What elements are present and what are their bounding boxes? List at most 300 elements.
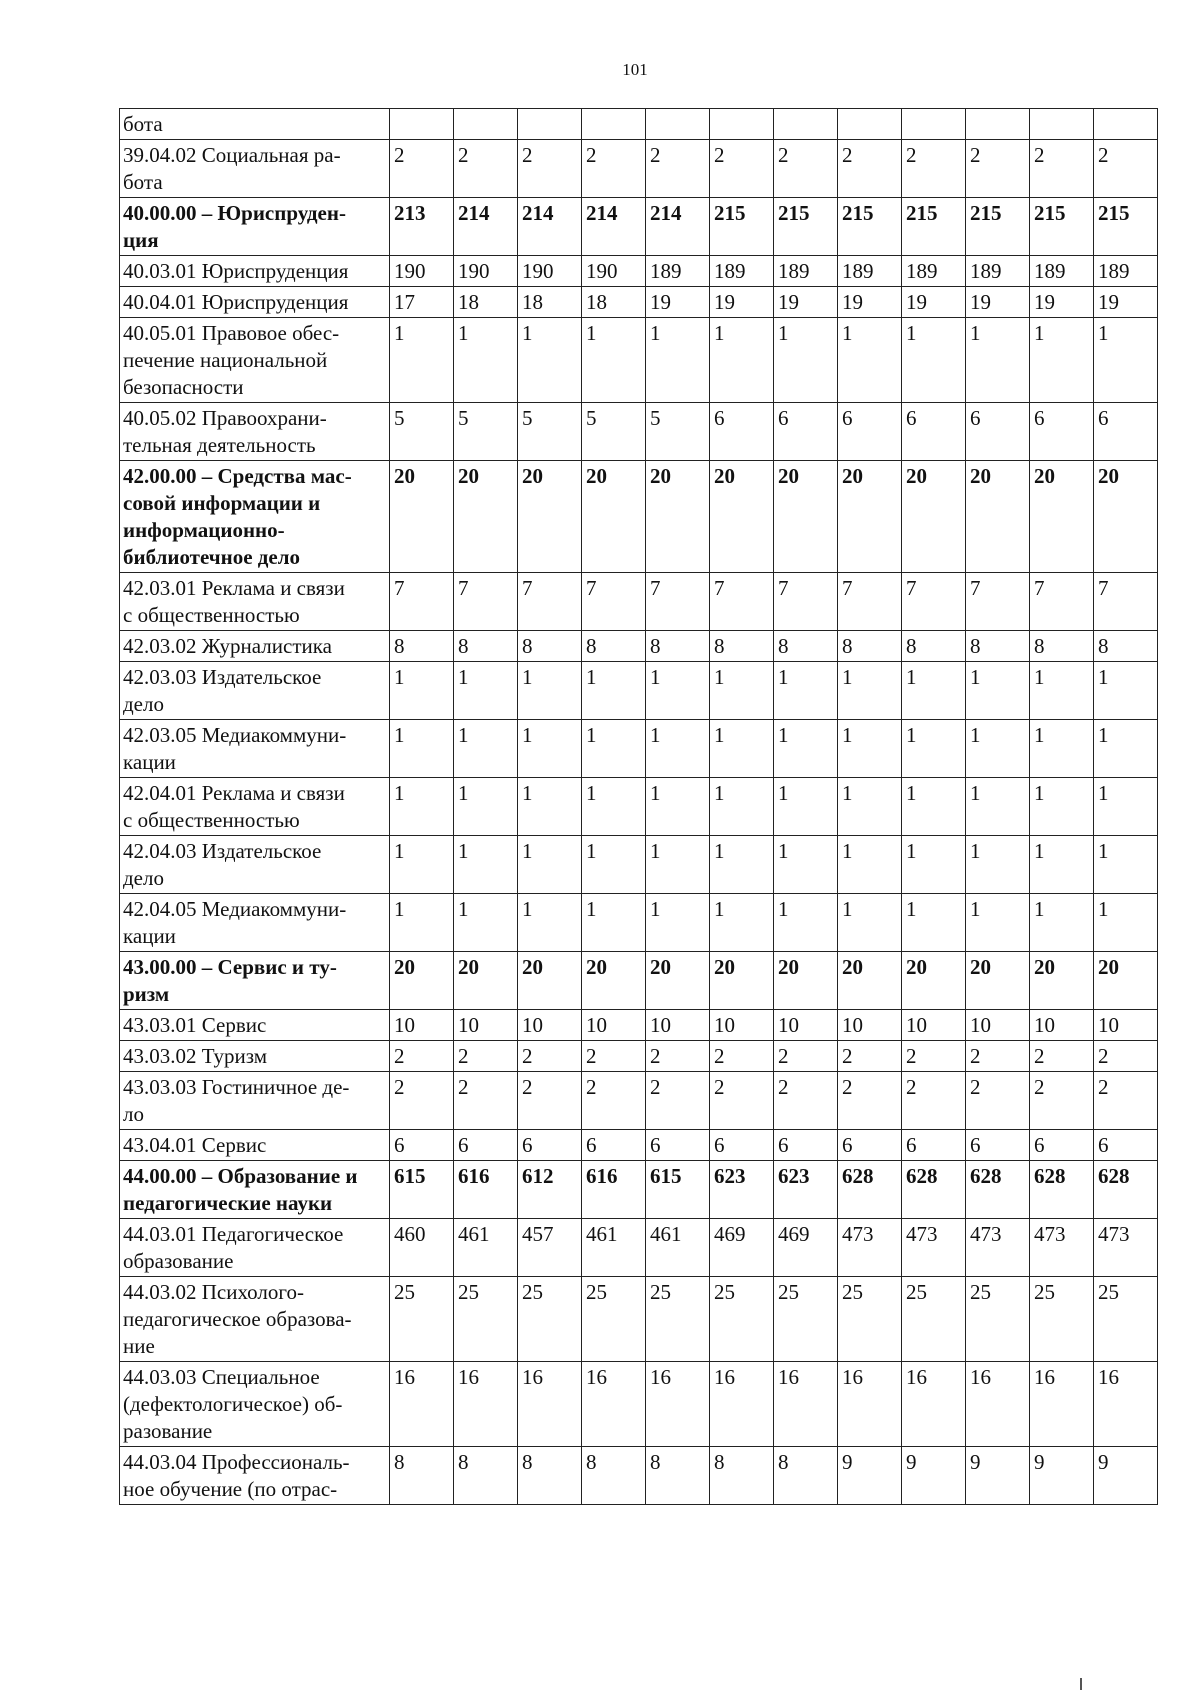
row-value: 25	[902, 1277, 966, 1362]
row-value: 10	[1094, 1010, 1158, 1041]
row-value: 2	[1094, 1041, 1158, 1072]
table-row-group	[120, 461, 1158, 573]
row-value: 6	[1094, 1130, 1158, 1161]
row-value: 1	[1094, 778, 1158, 836]
row-value: 473	[1030, 1219, 1094, 1277]
row-value: 16	[838, 1362, 902, 1447]
table-row	[120, 894, 1158, 952]
row-value: 25	[390, 1277, 454, 1362]
row-label: бота	[120, 109, 390, 140]
row-value: 7	[1030, 573, 1094, 631]
row-value: 6	[838, 1130, 902, 1161]
row-value: 2	[902, 1072, 966, 1130]
row-value: 19	[902, 287, 966, 318]
table-body	[120, 109, 1158, 1505]
row-value: 9	[1030, 1447, 1094, 1505]
row-value: 628	[1030, 1161, 1094, 1219]
table-row	[120, 256, 1158, 287]
row-value: 19	[966, 287, 1030, 318]
row-value	[710, 109, 774, 140]
row-value: 215	[1094, 198, 1158, 256]
row-value: 461	[582, 1219, 646, 1277]
row-value: 2	[646, 140, 710, 198]
table-row	[120, 778, 1158, 836]
row-value: 2	[1094, 1072, 1158, 1130]
row-value: 6	[390, 1130, 454, 1161]
row-value: 1	[454, 662, 518, 720]
row-value: 20	[902, 461, 966, 573]
row-value: 2	[710, 1041, 774, 1072]
row-value: 461	[454, 1219, 518, 1277]
row-value: 2	[1030, 140, 1094, 198]
row-label: 43.03.01 Сервис	[120, 1010, 390, 1041]
row-value: 1	[390, 662, 454, 720]
row-value: 10	[646, 1010, 710, 1041]
table-row	[120, 1130, 1158, 1161]
row-value: 10	[518, 1010, 582, 1041]
row-value: 8	[518, 1447, 582, 1505]
row-value: 8	[454, 631, 518, 662]
row-value: 460	[390, 1219, 454, 1277]
row-value	[1030, 109, 1094, 140]
row-value: 2	[774, 1072, 838, 1130]
row-value: 7	[902, 573, 966, 631]
row-value: 1	[774, 662, 838, 720]
row-value	[838, 109, 902, 140]
row-value: 1	[1094, 894, 1158, 952]
table-row	[120, 1447, 1158, 1505]
row-value: 1	[582, 778, 646, 836]
row-value: 189	[838, 256, 902, 287]
row-value: 20	[390, 461, 454, 573]
row-label: 42.04.03 Издательское дело	[120, 836, 390, 894]
row-value: 1	[902, 662, 966, 720]
row-value: 628	[1094, 1161, 1158, 1219]
row-value: 214	[646, 198, 710, 256]
row-value: 1	[582, 318, 646, 403]
row-value	[390, 109, 454, 140]
scan-mark	[1080, 1678, 1082, 1690]
row-value	[646, 109, 710, 140]
statistics-table	[119, 108, 1158, 1505]
row-value: 9	[838, 1447, 902, 1505]
row-value: 20	[518, 952, 582, 1010]
row-value: 1	[1094, 720, 1158, 778]
row-value: 2	[902, 140, 966, 198]
row-value: 7	[390, 573, 454, 631]
table-row-group	[120, 1161, 1158, 1219]
table-row	[120, 1362, 1158, 1447]
row-value: 1	[966, 662, 1030, 720]
row-label: 43.04.01 Сервис	[120, 1130, 390, 1161]
table-row	[120, 109, 1158, 140]
row-value: 20	[1030, 952, 1094, 1010]
row-value: 1	[1094, 662, 1158, 720]
row-value: 1	[582, 720, 646, 778]
row-value: 8	[774, 1447, 838, 1505]
row-value: 7	[518, 573, 582, 631]
row-value: 5	[646, 403, 710, 461]
row-value: 16	[1030, 1362, 1094, 1447]
row-label: 42.03.05 Медиакоммуни- кации	[120, 720, 390, 778]
row-value: 8	[646, 631, 710, 662]
row-value	[902, 109, 966, 140]
row-value: 1	[518, 894, 582, 952]
row-value: 1	[1030, 720, 1094, 778]
row-value: 1	[390, 720, 454, 778]
row-label: 42.00.00 – Средства мас- совой информации и информационно- библиотечное дело	[120, 461, 390, 573]
row-value: 8	[390, 631, 454, 662]
row-value: 7	[454, 573, 518, 631]
row-value: 2	[710, 140, 774, 198]
row-value: 2	[454, 1041, 518, 1072]
row-value	[518, 109, 582, 140]
row-value: 20	[710, 461, 774, 573]
row-value: 457	[518, 1219, 582, 1277]
row-value: 10	[454, 1010, 518, 1041]
row-value: 2	[582, 140, 646, 198]
row-value: 2	[774, 1041, 838, 1072]
row-value: 16	[454, 1362, 518, 1447]
row-value: 19	[710, 287, 774, 318]
row-label: 44.03.04 Профессиональ- ное обучение (по отрас-	[120, 1447, 390, 1505]
row-value	[774, 109, 838, 140]
row-value: 623	[710, 1161, 774, 1219]
row-value: 1	[646, 836, 710, 894]
row-value: 2	[582, 1041, 646, 1072]
row-value: 473	[838, 1219, 902, 1277]
row-value: 20	[966, 952, 1030, 1010]
row-value: 1	[518, 318, 582, 403]
row-value: 9	[1094, 1447, 1158, 1505]
row-value: 215	[838, 198, 902, 256]
row-value: 2	[902, 1041, 966, 1072]
page-number: 101	[622, 60, 648, 79]
row-value: 1	[966, 894, 1030, 952]
row-value: 7	[774, 573, 838, 631]
row-value: 616	[582, 1161, 646, 1219]
row-value: 2	[1030, 1041, 1094, 1072]
row-value: 6	[646, 1130, 710, 1161]
row-value: 1	[454, 836, 518, 894]
row-value: 2	[1094, 140, 1158, 198]
row-value: 190	[518, 256, 582, 287]
row-value: 189	[1094, 256, 1158, 287]
row-label: 42.04.05 Медиакоммуни- кации	[120, 894, 390, 952]
row-value: 2	[966, 1041, 1030, 1072]
row-value: 612	[518, 1161, 582, 1219]
row-value: 16	[774, 1362, 838, 1447]
row-label: 40.05.02 Правоохрани- тельная деятельность	[120, 403, 390, 461]
row-value: 20	[582, 461, 646, 573]
row-value: 20	[1030, 461, 1094, 573]
row-value: 615	[390, 1161, 454, 1219]
row-value: 20	[710, 952, 774, 1010]
row-value: 19	[1094, 287, 1158, 318]
row-value: 8	[774, 631, 838, 662]
row-value: 10	[582, 1010, 646, 1041]
row-value: 5	[390, 403, 454, 461]
table-row	[120, 720, 1158, 778]
row-value: 1	[902, 720, 966, 778]
row-value: 615	[646, 1161, 710, 1219]
row-value: 189	[646, 256, 710, 287]
table-row	[120, 836, 1158, 894]
row-value: 2	[966, 1072, 1030, 1130]
row-value: 1	[966, 778, 1030, 836]
row-value: 25	[518, 1277, 582, 1362]
row-value: 6	[710, 403, 774, 461]
row-value: 189	[1030, 256, 1094, 287]
row-value: 1	[710, 836, 774, 894]
row-value: 20	[1094, 461, 1158, 573]
row-value: 25	[582, 1277, 646, 1362]
row-value: 5	[518, 403, 582, 461]
row-value: 7	[838, 573, 902, 631]
row-value: 10	[774, 1010, 838, 1041]
row-value: 1	[454, 720, 518, 778]
row-value: 6	[582, 1130, 646, 1161]
row-value: 1	[838, 836, 902, 894]
row-value: 1	[966, 318, 1030, 403]
row-value: 20	[646, 952, 710, 1010]
table-row	[120, 318, 1158, 403]
table-row	[120, 1041, 1158, 1072]
row-label: 40.05.01 Правовое обес- печение национальной безопасности	[120, 318, 390, 403]
row-value: 20	[390, 952, 454, 1010]
row-value: 6	[774, 403, 838, 461]
row-value: 8	[902, 631, 966, 662]
row-label: 42.03.01 Реклама и связи с общественностью	[120, 573, 390, 631]
row-value: 473	[1094, 1219, 1158, 1277]
row-value: 2	[838, 1072, 902, 1130]
row-value: 10	[966, 1010, 1030, 1041]
row-value: 1	[646, 720, 710, 778]
row-value: 7	[646, 573, 710, 631]
row-value: 1	[838, 778, 902, 836]
row-value: 7	[710, 573, 774, 631]
row-value: 20	[774, 461, 838, 573]
table-row	[120, 1010, 1158, 1041]
row-value: 2	[646, 1041, 710, 1072]
row-value: 18	[518, 287, 582, 318]
row-label: 42.04.01 Реклама и связи с общественностью	[120, 778, 390, 836]
row-value: 1	[710, 662, 774, 720]
row-value: 20	[966, 461, 1030, 573]
row-value: 8	[454, 1447, 518, 1505]
row-value: 6	[902, 1130, 966, 1161]
row-value: 19	[646, 287, 710, 318]
row-value: 1	[454, 894, 518, 952]
row-value: 6	[1094, 403, 1158, 461]
row-value: 16	[902, 1362, 966, 1447]
row-value: 628	[966, 1161, 1030, 1219]
row-value: 20	[1094, 952, 1158, 1010]
row-value: 1	[838, 318, 902, 403]
row-value: 1	[838, 662, 902, 720]
row-value: 214	[518, 198, 582, 256]
row-value: 8	[518, 631, 582, 662]
row-value: 2	[710, 1072, 774, 1130]
row-value: 16	[646, 1362, 710, 1447]
row-value: 2	[454, 1072, 518, 1130]
row-value: 1	[646, 778, 710, 836]
row-value: 1	[390, 836, 454, 894]
row-value: 1	[774, 778, 838, 836]
row-value: 6	[966, 403, 1030, 461]
row-value: 1	[390, 318, 454, 403]
row-value: 8	[582, 1447, 646, 1505]
row-value: 2	[390, 1041, 454, 1072]
row-value: 9	[902, 1447, 966, 1505]
row-value: 189	[710, 256, 774, 287]
row-value: 214	[454, 198, 518, 256]
row-value: 16	[390, 1362, 454, 1447]
row-value: 190	[454, 256, 518, 287]
row-value: 1	[1030, 662, 1094, 720]
row-value: 8	[582, 631, 646, 662]
row-value: 215	[1030, 198, 1094, 256]
row-value: 213	[390, 198, 454, 256]
row-value: 8	[710, 1447, 774, 1505]
row-value: 628	[902, 1161, 966, 1219]
row-value: 2	[838, 140, 902, 198]
row-value: 1	[710, 318, 774, 403]
row-label: 40.04.01 Юриспруденция	[120, 287, 390, 318]
row-value: 8	[1030, 631, 1094, 662]
row-value: 20	[582, 952, 646, 1010]
row-value: 2	[1030, 1072, 1094, 1130]
row-value: 6	[902, 403, 966, 461]
row-value: 6	[966, 1130, 1030, 1161]
row-value: 628	[838, 1161, 902, 1219]
row-value: 1	[774, 836, 838, 894]
row-value: 25	[1030, 1277, 1094, 1362]
row-value: 19	[838, 287, 902, 318]
row-value: 214	[582, 198, 646, 256]
row-value: 1	[1030, 894, 1094, 952]
row-value: 2	[774, 140, 838, 198]
row-value: 215	[710, 198, 774, 256]
row-value	[1094, 109, 1158, 140]
row-value: 7	[1094, 573, 1158, 631]
row-value: 18	[454, 287, 518, 318]
row-value: 1	[646, 662, 710, 720]
row-value: 1	[966, 720, 1030, 778]
table-row	[120, 662, 1158, 720]
row-value: 473	[966, 1219, 1030, 1277]
row-value: 1	[838, 720, 902, 778]
row-value: 1	[518, 662, 582, 720]
row-value: 189	[966, 256, 1030, 287]
row-value: 6	[774, 1130, 838, 1161]
row-value: 1	[1030, 836, 1094, 894]
row-value: 8	[710, 631, 774, 662]
row-value: 469	[774, 1219, 838, 1277]
row-value: 215	[774, 198, 838, 256]
row-value: 20	[454, 461, 518, 573]
row-value: 10	[710, 1010, 774, 1041]
row-value: 10	[838, 1010, 902, 1041]
row-label: 44.03.01 Педагогическое образование	[120, 1219, 390, 1277]
row-value: 215	[902, 198, 966, 256]
row-value: 189	[902, 256, 966, 287]
row-value: 1	[774, 720, 838, 778]
row-value: 7	[582, 573, 646, 631]
row-value: 16	[518, 1362, 582, 1447]
row-value: 215	[966, 198, 1030, 256]
row-value: 18	[582, 287, 646, 318]
row-value: 2	[454, 140, 518, 198]
row-value: 7	[966, 573, 1030, 631]
row-label: 42.03.03 Издательское дело	[120, 662, 390, 720]
table-row	[120, 287, 1158, 318]
row-value: 1	[582, 894, 646, 952]
row-value: 20	[838, 461, 902, 573]
row-value: 6	[518, 1130, 582, 1161]
row-value: 16	[1094, 1362, 1158, 1447]
table-row	[120, 1277, 1158, 1362]
table-row	[120, 1072, 1158, 1130]
row-value: 1	[902, 318, 966, 403]
row-value: 461	[646, 1219, 710, 1277]
row-value: 1	[902, 836, 966, 894]
row-value: 2	[518, 1072, 582, 1130]
row-value: 6	[1030, 1130, 1094, 1161]
row-value: 1	[902, 894, 966, 952]
row-value: 19	[774, 287, 838, 318]
row-value: 1	[774, 894, 838, 952]
row-value: 1	[390, 894, 454, 952]
row-value: 10	[390, 1010, 454, 1041]
table-row-group	[120, 198, 1158, 256]
table-row	[120, 140, 1158, 198]
row-label: 40.03.01 Юриспруденция	[120, 256, 390, 287]
row-value: 5	[454, 403, 518, 461]
row-label: 44.03.03 Специальное (дефектологическое) об- разование	[120, 1362, 390, 1447]
row-value: 1	[774, 318, 838, 403]
row-value	[966, 109, 1030, 140]
row-value: 8	[1094, 631, 1158, 662]
row-value: 19	[1030, 287, 1094, 318]
row-value: 25	[710, 1277, 774, 1362]
row-value: 17	[390, 287, 454, 318]
row-value: 1	[838, 894, 902, 952]
row-value: 1	[518, 778, 582, 836]
row-value: 1	[966, 836, 1030, 894]
row-value: 190	[390, 256, 454, 287]
row-value: 5	[582, 403, 646, 461]
row-label: 42.03.02 Журналистика	[120, 631, 390, 662]
row-value: 2	[518, 1041, 582, 1072]
row-value: 20	[774, 952, 838, 1010]
row-value: 20	[902, 952, 966, 1010]
row-value: 473	[902, 1219, 966, 1277]
row-value: 10	[902, 1010, 966, 1041]
row-label: 40.00.00 – Юриспруден- ция	[120, 198, 390, 256]
row-value: 1	[390, 778, 454, 836]
row-label: 43.03.03 Гостиничное де- ло	[120, 1072, 390, 1130]
row-value: 1	[646, 318, 710, 403]
row-value: 6	[710, 1130, 774, 1161]
row-label: 43.03.02 Туризм	[120, 1041, 390, 1072]
row-value: 2	[838, 1041, 902, 1072]
row-value: 6	[1030, 403, 1094, 461]
table-row	[120, 573, 1158, 631]
row-value: 25	[1094, 1277, 1158, 1362]
row-value: 25	[646, 1277, 710, 1362]
row-value: 2	[518, 140, 582, 198]
